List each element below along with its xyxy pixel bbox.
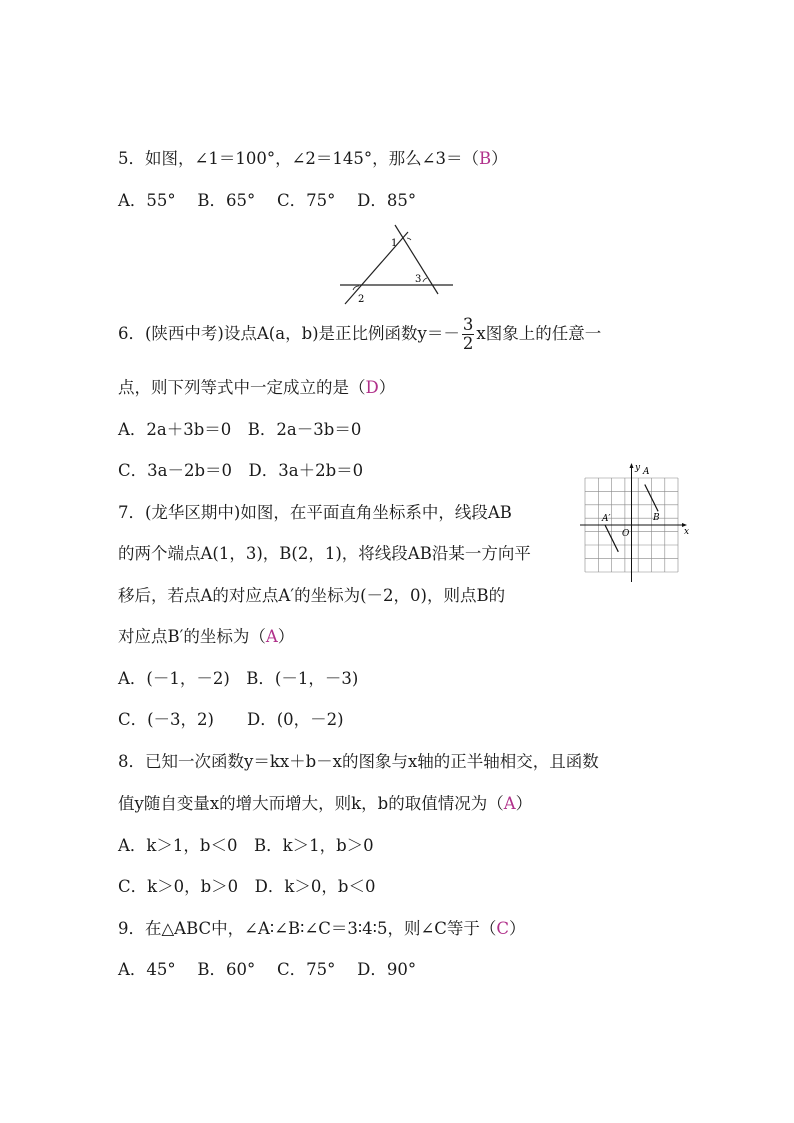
q6-stem-line1: 6．(陕西中考)设点A(a，b)是正比例函数y＝－ $\frac{3}{2}$ x图象上的任意一	[118, 315, 602, 353]
q7-options-1: A．(－1，－2) B．(－1，－3)	[118, 669, 359, 688]
q7-stem-line2: 的两个端点A(1，3)，B(2，1)，将线段AB沿某一方向平	[118, 544, 531, 563]
q9-stem: 9．在△ABC中，∠A∶∠B∶∠C＝3∶4∶5，则∠C等于（C）	[118, 919, 526, 938]
q8-stem-line2: 值y随自变量x的增大而增大，则k，b的取值情况为（A）	[118, 794, 533, 813]
q6-stem-line2: 点，则下列等式中一定成立的是（D）	[118, 378, 396, 397]
q5-stem: 5．如图，∠1＝100°，∠2＝145°，那么∠3＝（B）	[118, 149, 508, 168]
q7-options-2: C．(－3，2) D．(0，－2)	[118, 710, 344, 729]
q9-options: A．45° B．60° C．75° D．90°	[118, 960, 417, 979]
q8-options-1: A．k＞1，b＜0 B．k＞1，b＞0	[118, 836, 374, 855]
q7-figure	[580, 460, 690, 585]
q7-stem-line4: 对应点B′的坐标为（A）	[118, 627, 295, 646]
q7-point-A-prime-label: A′	[602, 514, 611, 524]
q7-answer: A	[265, 627, 278, 646]
q7-x-axis-label: x	[684, 527, 690, 537]
q6-fraction: $\frac{3}{2}$	[462, 315, 474, 353]
q5-label-2: 2	[358, 294, 365, 305]
q5-options: A．55° B．65° C．75° D．85°	[118, 191, 417, 210]
q7-y-axis-label: y	[635, 463, 641, 473]
q7-stem-line1: 7．(龙华区期中)如图，在平面直角坐标系中，线段AB	[118, 503, 512, 522]
q8-answer: A	[503, 794, 516, 813]
q6-options-1: A．2a＋3b＝0 B．2a－3b＝0	[118, 420, 362, 439]
q7-stem-line3: 移后，若点A的对应点A′的坐标为(－2，0)，则点B的	[118, 586, 506, 605]
q8-stem-line1: 8．已知一次函数y＝kx＋b－x的图象与x轴的正半轴相交，且函数	[118, 752, 599, 771]
q5-label-3: 3	[415, 274, 422, 285]
q5-label-1: 1	[391, 238, 398, 249]
q5-figure	[335, 220, 460, 308]
q5-answer: B	[478, 149, 492, 168]
q7-point-B-label: B	[653, 513, 660, 523]
q9-answer: C	[496, 919, 510, 938]
q8-options-2: C．k＞0，b＞0 D．k＞0，b＜0	[118, 877, 376, 896]
q6-answer: D	[365, 378, 379, 397]
q7-point-A-label: A	[643, 467, 650, 477]
q7-origin-label: O	[622, 529, 630, 539]
q6-options-2: C．3a－2b＝0 D．3a＋2b＝0	[118, 461, 364, 480]
